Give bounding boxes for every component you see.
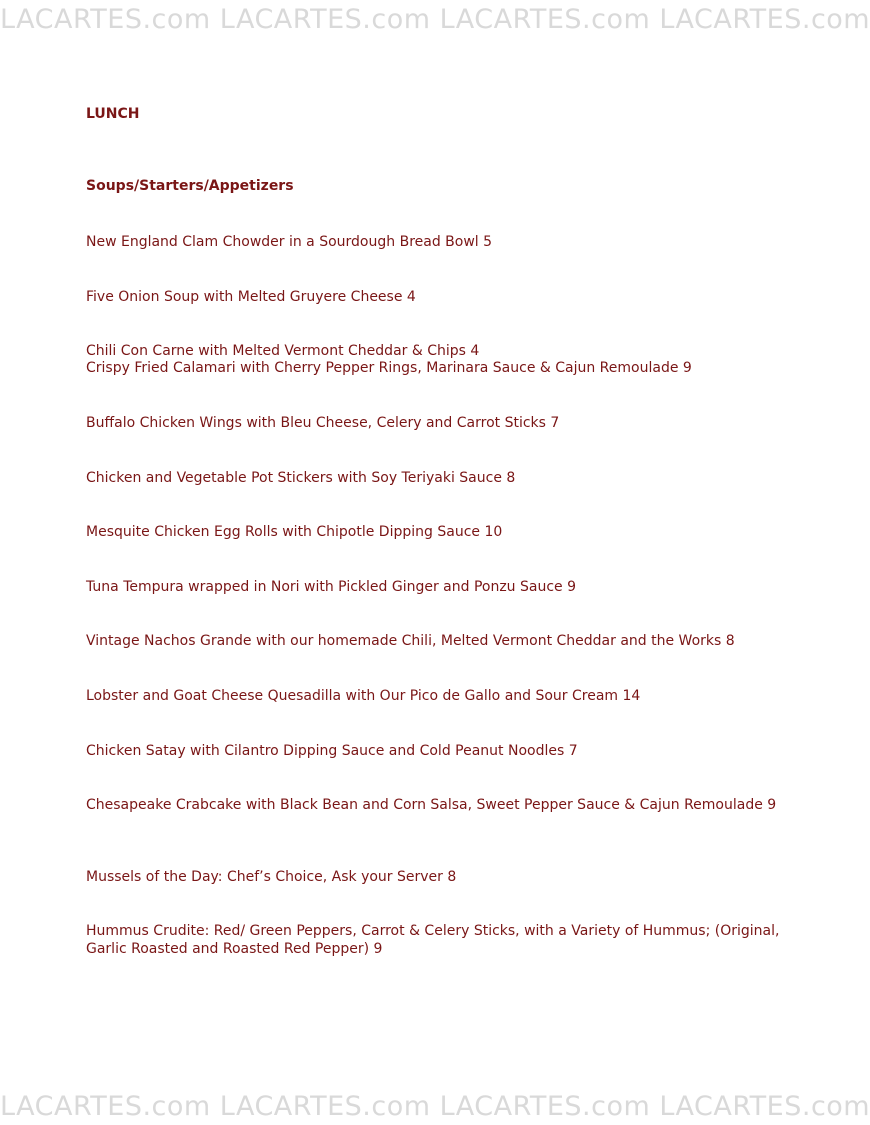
menu-title: LUNCH xyxy=(86,106,140,122)
menu-item: Vintage Nachos Grande with our homemade Chili, Melted Vermont Cheddar and the Works 8 xyxy=(86,633,735,649)
menu-item: Buffalo Chicken Wings with Bleu Cheese, Celery and Carrot Sticks 7 xyxy=(86,415,560,431)
menu-item: Chesapeake Crabcake with Black Bean and Corn Salsa, Sweet Pepper Sauce & Cajun Remoulade 9 xyxy=(86,797,777,813)
menu-item: Crispy Fried Calamari with Cherry Pepper Rings, Marinara Sauce & Cajun Remoulade 9 xyxy=(86,360,692,376)
menu-item: Hummus Crudite: Red/ Green Peppers, Carrot & Celery Sticks, with a Variety of Hummus; (Original, Garlic Roasted and Roasted Red Pepper) 9 xyxy=(86,923,780,957)
watermark-bottom: LACARTES.com LACARTES.com LACARTES.com LACARTES.com xyxy=(0,1091,870,1122)
menu-item: Chicken Satay with Cilantro Dipping Sauce and Cold Peanut Noodles 7 xyxy=(86,743,578,759)
menu-item: Five Onion Soup with Melted Gruyere Cheese 4 xyxy=(86,289,416,305)
section-title: Soups/Starters/Appetizers xyxy=(86,178,294,194)
menu-item: Lobster and Goat Cheese Quesadilla with Our Pico de Gallo and Sour Cream 14 xyxy=(86,688,641,704)
menu-item: New England Clam Chowder in a Sourdough Bread Bowl 5 xyxy=(86,234,493,250)
menu-item: Chicken and Vegetable Pot Stickers with Soy Teriyaki Sauce 8 xyxy=(86,470,516,486)
watermark-top: LACARTES.com LACARTES.com LACARTES.com LACARTES.com xyxy=(0,4,870,35)
menu-item: Mussels of the Day: Chef’s Choice, Ask your Server 8 xyxy=(86,869,457,885)
menu-item: Tuna Tempura wrapped in Nori with Pickled Ginger and Ponzu Sauce 9 xyxy=(86,579,577,595)
menu-item: Mesquite Chicken Egg Rolls with Chipotle Dipping Sauce 10 xyxy=(86,524,503,540)
menu-item: Chili Con Carne with Melted Vermont Cheddar & Chips 4 xyxy=(86,343,480,359)
